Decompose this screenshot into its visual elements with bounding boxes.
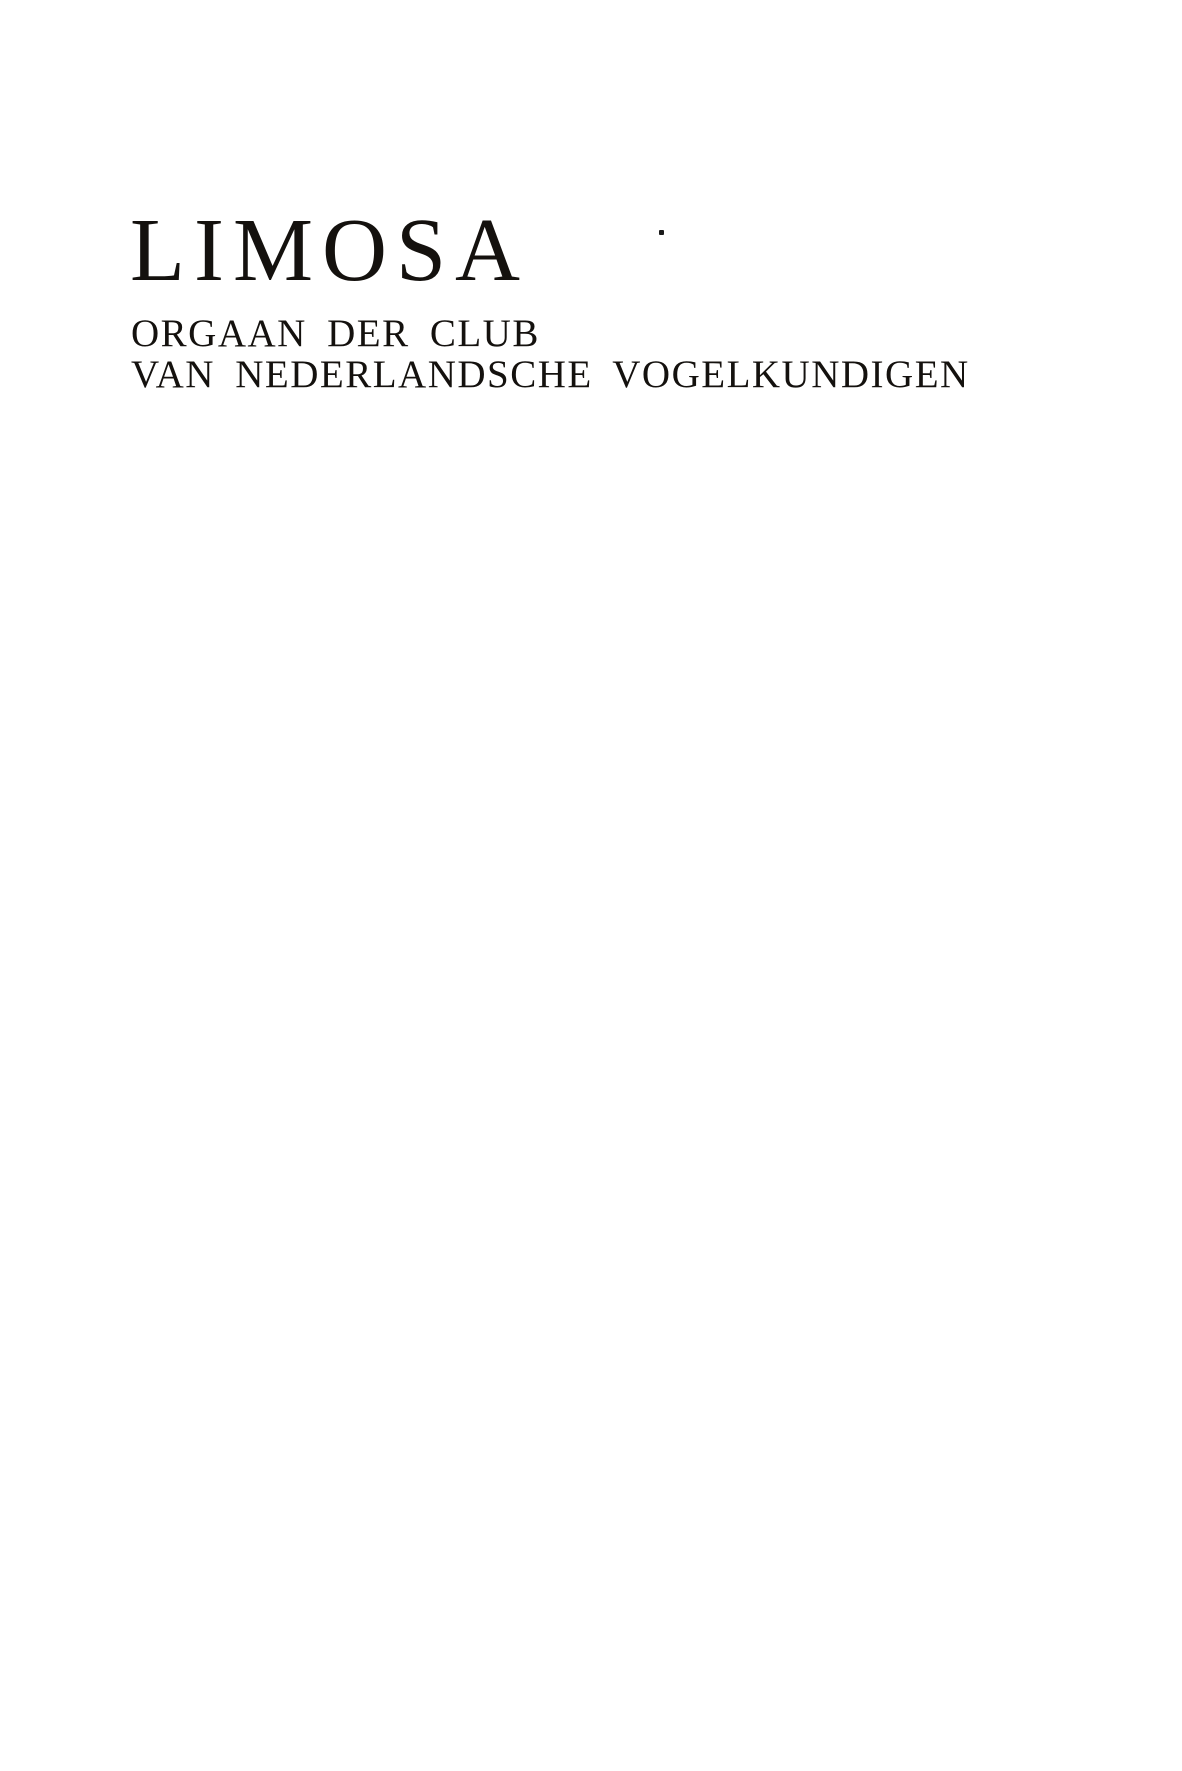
journal-subtitle <box>131 313 970 395</box>
ink-speck <box>659 230 664 235</box>
journal-subtitle-line-1: ORGAAN DER CLUB <box>131 312 540 355</box>
journal-title: LIMOSA <box>130 201 530 300</box>
journal-subtitle-line-2: VAN NEDERLANDSCHE VOGELKUNDIGEN <box>131 353 970 396</box>
